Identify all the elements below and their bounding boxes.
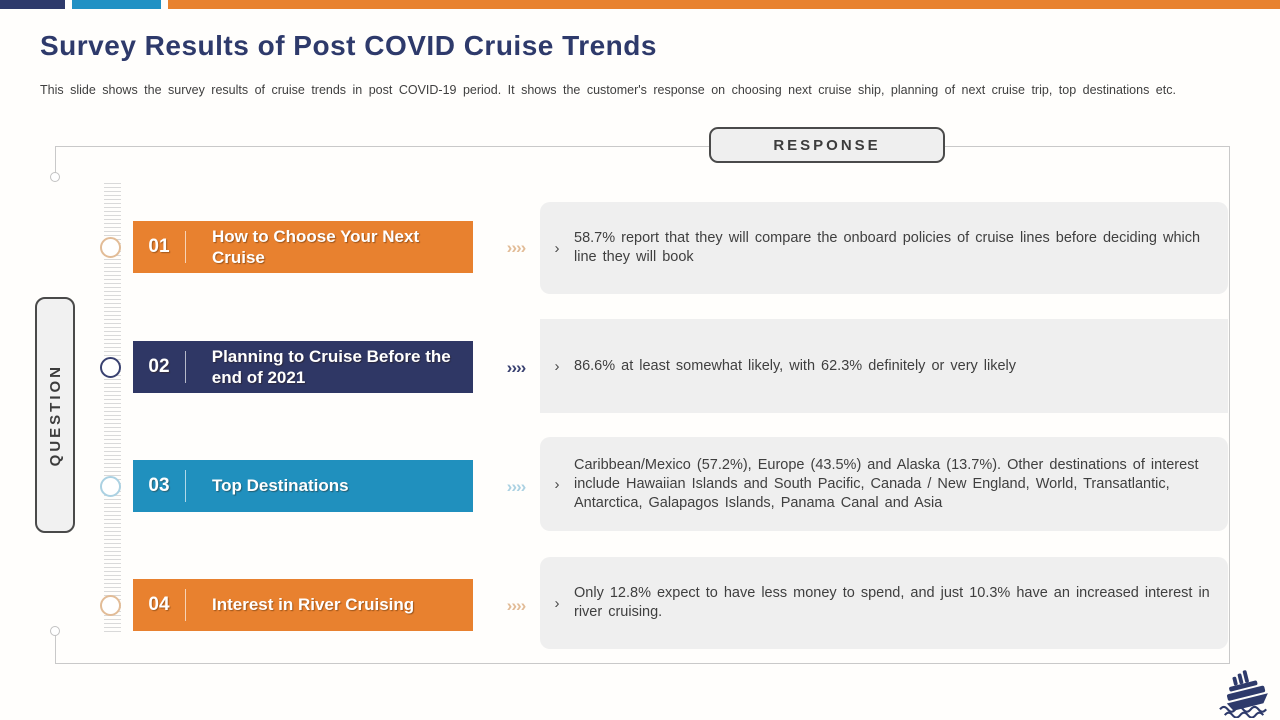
question-number: 04 [148,594,170,615]
page-title: Survey Results of Post COVID Cruise Trends [40,30,657,61]
chevron-arrows-icon: ›››› [506,477,526,496]
response-card-3 [540,437,1228,531]
response-text: Caribbean/Mexico (57.2%), Europe (43.5%) and Alaska (13.7%). Other destinations of interest include Hawaiian Islands and South Pacific, Canada / New England, World, Transatlantic, Antarctica, Galapagos Islands, Panama Canal and Asia [574,456,1199,511]
response-card-1 [540,202,1228,294]
response-header-label: RESPONSE [773,136,881,154]
response-card-2 [540,319,1228,413]
bullet-chevron-icon: › [554,357,560,375]
question-label: Interest in River Cruising [212,595,415,615]
chevron-arrows-icon: ›››› [506,596,526,615]
frame-right-border [1229,146,1230,664]
question-header [35,297,75,533]
response-text: Only 12.8% expect to have less money to spend, and just 10.3% have an increased interest in river cruising. [574,585,1210,620]
bullet-chevron-icon: › [554,239,560,257]
cruise-ship-icon [1216,668,1274,718]
response-text: 86.6% at least somewhat likely, with 62.3% definitely or very likely [574,357,1017,374]
frame-node-top [50,172,60,182]
timeline-marker-2 [100,357,121,378]
response-header [709,127,945,163]
bullet-chevron-icon: › [554,594,560,612]
frame-bottom-border [55,663,1230,664]
timeline-marker-4 [100,595,121,616]
response-card-4 [540,557,1228,649]
topbar-navy-segment [0,0,65,9]
question-label: Planning to Cruise Before the end of 2021 [211,346,451,387]
frame-left-border-upper [55,146,56,173]
frame-node-bottom [50,626,60,636]
question-label: Top Destinations [212,476,349,496]
bullet-chevron-icon: › [554,475,560,493]
topbar-blue-segment [72,0,161,9]
chevron-arrows-icon: ›››› [506,358,526,377]
question-label: How to Choose Your Next Cruise [211,226,420,267]
question-number: 01 [148,236,170,257]
response-text: 58.7% report that they will compare the onboard policies of cruise lines before deciding which line they will book [574,230,1201,265]
question-number: 02 [148,356,170,377]
timeline-marker-1 [100,237,121,258]
question-box-3[interactable] [133,460,473,512]
question-box-1[interactable] [133,221,473,273]
frame-left-border-lower [55,635,56,664]
timeline-marker-3 [100,476,121,497]
question-box-2[interactable] [133,341,473,393]
topbar-orange-segment [168,0,1280,9]
question-number: 03 [148,475,170,496]
chevron-arrows-icon: ›››› [506,238,526,257]
question-box-4[interactable] [133,579,473,631]
question-header-label: QUESTION [46,363,64,467]
frame-top-border [55,146,1230,147]
page-subtitle: This slide shows the survey results of cruise trends in post COVID-19 period. It shows the customer's response on choosing next cruise ship, planning of next cruise trip, top destinations etc. [40,83,1176,97]
